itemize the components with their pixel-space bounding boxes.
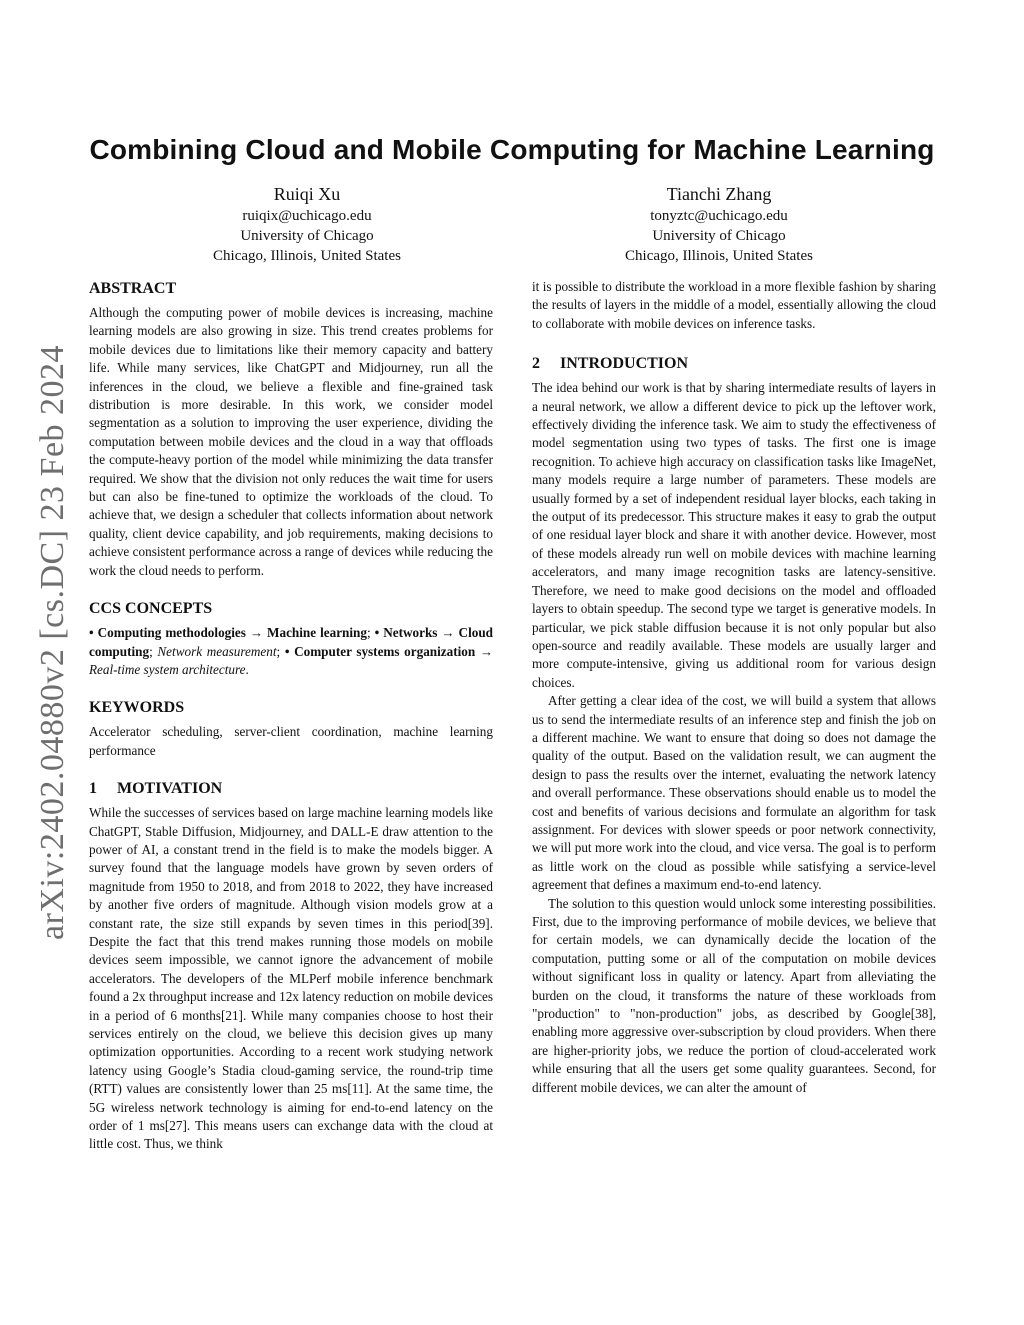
introduction-paragraph: The solution to this question would unlock some interesting possibilities. First, due to the improving performance of mobile devices, we believe that for certain models, we can dynamically decide the location of the computation, putting some or all of the computation on mobile devices without significant loss in quality or latency. Apart from alleviating the burden on the cloud, it transforms the nature of these workloads from "production" to "non-production" jobs, as described by Google[38], enabling more aggressive over-subscription by cloud providers. When there are higher-priority jobs, we reduce the portion of cloud-accelerated work while ensuring that all the users get some quality guarantees. Second, for different mobile devices, we can alter the amount of <box>532 895 936 1095</box>
author-email[interactable]: ruiqix@uchicago.edu <box>242 208 372 224</box>
ccs-concepts-text: • Computing methodologies → Machine learning; • Networks → Cloud computing; Network measurement; • Computer systems organization → Real-time system architecture. <box>89 625 494 677</box>
keywords-text: Accelerator scheduling, server-client coordination, machine learning performance <box>89 724 493 758</box>
author-name: Tianchi Zhang <box>666 184 772 204</box>
keywords-heading: KEYWORDS <box>89 699 185 717</box>
abstract-heading: ABSTRACT <box>89 280 177 297</box>
author-location: Chicago, Illinois, United States <box>213 248 401 264</box>
left-column <box>89 278 493 1154</box>
author-affiliation: University of Chicago <box>240 228 374 244</box>
motivation-paragraph: While the successes of services based on large machine learning models like ChatGPT, Stable Diffusion, Midjourney, and DALL-E draw attention to the power of AI, a constant trend in the field is to make the models bigger. A survey found that the language models have grown by seven orders of magnitude from 1950 to 2018, and from 2018 to 2022, they have increased by another five orders of magnitude. Although vision models grow at a constant rate, the size still expands by seven times in this period[39]. Despite the fact that this trend makes running those models on mobile devices seem impossible, we cannot ignore the advancement of mobile accelerators. The developers of the MLPerf mobile inference benchmark found a 2x throughput increase and 12x latency reduction on mobile devices in a period of 6 months[21]. While many companies choose to host their services entirely on the cloud, we believe this decision gives up many optimization opportunities. According to a recent work studying network latency using Google’s Stadia cloud-gaming service, the round-trip time (RTT) values are consistently lower than 25 ms[11]. At the same time, the 5G wireless network technology is aiming for end-to-end latency on the order of 1 ms[27]. This means users can exchange data with the cloud at little cost. Thus, we think <box>89 805 493 1152</box>
introduction-paragraph: After getting a clear idea of the cost, we will build a system that allows us to send the intermediate results of an inference step and finish the job on a different machine. We want to ensure that doing so does not damage the quality of the output. Based on the validation result, we can augment the design to pass the results over the internet, evaluating the network latency and overall performance. These observations should enable us to model the cost and benefits of various decisions and formulate an algorithm for task assignment. For devices with slower speeds or poor network connectivity, we will put more work into the cloud, and vice versa. The goal is to perform as little work on the cloud as possible while satisfying a service-level agreement that defines a maximum end-to-end latency. <box>532 693 936 893</box>
arxiv-identifier-stamp: arXiv:2402.04880v2 [cs.DC] 23 Feb 2024 <box>34 344 71 940</box>
ccs-concepts-heading: CCS CONCEPTS <box>89 600 213 618</box>
author-name: Ruiqi Xu <box>273 184 341 204</box>
introduction-paragraph: The idea behind our work is that by sharing intermediate results of layers in a neural network, we allow a different device to pick up the leftover work, effectively dividing the inference task. We aim to study the effectiveness of model segmentation using two types of tasks. The first one is image recognition. To achieve high accuracy on classification tasks like ImageNet, many models require a large number of parameters. These models are usually formed by a set of independent residual layer blocks, each taking in the output of its predecessor. This structure makes it easy to grab the output of one residual layer block and share it with another device. However, most of these models already run well on mobile devices with machine learning accelerators, and many image recognition tasks are latency-sensitive. Therefore, we need to make good decisions on the model and offloaded layers to obtain speedup. The second type we target is generative models. In particular, we pick stable diffusion because it is not only popular but also open-source and readily available. These models are usually larger and more compute-intensive, giving us additional room for various design choices. <box>532 380 936 690</box>
motivation-paragraph-continued: it is possible to distribute the workload in a more flexible fashion by sharing the results of layers in the middle of a model, essentially allowing the cloud to collaborate with mobile devices on inference tasks. <box>532 279 936 331</box>
motivation-heading: 1 MOTIVATION <box>89 780 223 798</box>
author-block-2 <box>539 182 899 266</box>
abstract-text: Although the computing power of mobile devices is increasing, machine learning models are also growing in size. This trend creates problems for mobile devices due to limitations like their memory capacity and battery life. While many services, like ChatGPT and Midjourney, run all the inferences in the cloud, we believe a flexible and fine-grained task distribution is more desirable. In this work, we consider model segmentation as a solution to improving the user experience, dividing the computation between mobile devices and the cloud in a way that offloads the compute-heavy portion of the model while minimizing the data transfer required. We show that the division not only reduces the wait time for users but can also be fine-tuned to optimize the workloads of the cloud. To achieve that, we design a scheduler that collects information about network quality, client device capability, and job requirements, making decisions to achieve consistent performance across a range of devices while reducing the work the cloud needs to perform. <box>89 305 493 578</box>
introduction-heading: 2 INTRODUCTION <box>532 355 689 373</box>
author-affiliation: University of Chicago <box>652 228 786 244</box>
right-column <box>532 278 936 1097</box>
author-location: Chicago, Illinois, United States <box>625 248 813 264</box>
author-block-1 <box>127 182 487 266</box>
paper-title: Combining Cloud and Mobile Computing for Machine Learning <box>89 134 935 165</box>
author-email[interactable]: tonyztc@uchicago.edu <box>650 208 788 224</box>
